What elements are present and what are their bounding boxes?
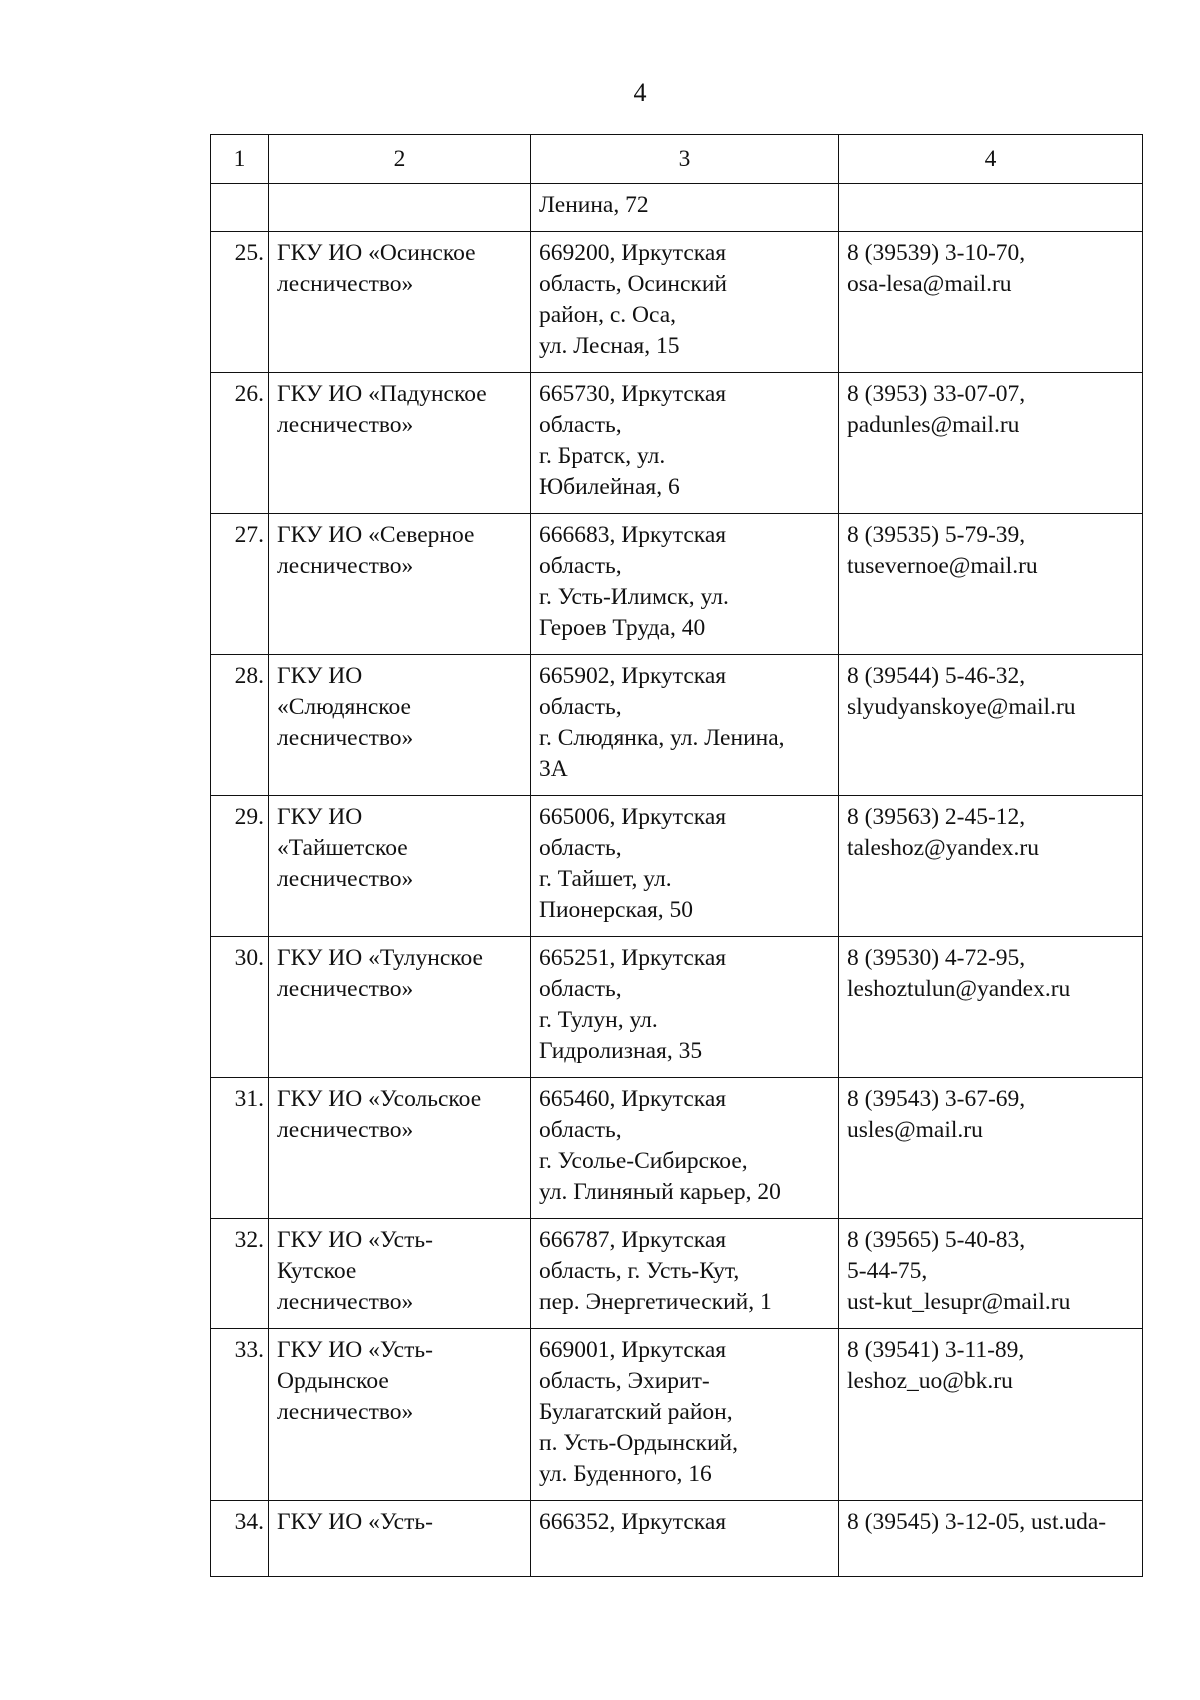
row-number: 33. — [211, 1329, 269, 1501]
forestry-name-line: ГКУ ИО — [277, 804, 363, 830]
forestry-contacts — [839, 1329, 1143, 1501]
row-number: 28. — [211, 655, 269, 796]
forestry-address-line: 3А — [539, 756, 568, 782]
table-body — [211, 184, 1143, 1577]
forestry-address-line: г. Тулун, ул. — [539, 1007, 658, 1033]
forestry-address-line: г. Слюдянка, ул. Ленина, — [539, 725, 785, 751]
forestry-name-line: лесничество» — [277, 553, 414, 579]
forestry-contacts-line: 8 (39545) 3-12-05, ust.uda- — [847, 1509, 1107, 1535]
forestry-contacts-line: 8 (39543) 3-67-69, — [847, 1086, 1026, 1112]
forestry-address-line: Ленина, 72 — [539, 192, 649, 218]
table-row — [211, 514, 1143, 655]
forestry-address-line: область, — [539, 412, 622, 438]
forestry-name-line: лесничество» — [277, 866, 414, 892]
forestry-address-line: 669001, Иркутская — [539, 1337, 727, 1363]
forestry-address-line: г. Тайшет, ул. — [539, 866, 672, 892]
forestry-contacts-line: padunles@mail.ru — [847, 412, 1020, 438]
forestry-address-line: пер. Энергетический, 1 — [539, 1289, 772, 1315]
forestry-address-line: Героев Труда, 40 — [539, 615, 706, 641]
forestry-contacts-line: 8 (39535) 5-79-39, — [847, 522, 1026, 548]
forestry-address-line: область, г. Усть-Кут, — [539, 1258, 740, 1284]
forestry-address-line: Пионерская, 50 — [539, 897, 694, 923]
forestry-name-line: ГКУ ИО «Тулунское — [277, 945, 483, 971]
forestry-address — [531, 937, 839, 1078]
table-row — [211, 655, 1143, 796]
forestry-name-line: ГКУ ИО «Северное — [277, 522, 475, 548]
forestry-address-line: область, Эхирит- — [539, 1368, 710, 1394]
table-row — [211, 1329, 1143, 1501]
forestry-address — [531, 1329, 839, 1501]
forestry-address-line: ул. Буденного, 16 — [539, 1461, 712, 1487]
forestry-contacts-line: 8 (39530) 4-72-95, — [847, 945, 1026, 971]
forestry-address-line: 665730, Иркутская — [539, 381, 727, 407]
forestry-address — [531, 1078, 839, 1219]
forestry-address-line: г. Усть-Илимск, ул. — [539, 584, 729, 610]
table-row — [211, 232, 1143, 373]
forestry-address-line: 665460, Иркутская — [539, 1086, 727, 1112]
forestry-contacts-line: 8 (39544) 5-46-32, — [847, 663, 1026, 689]
forestry-contacts-line: osa-lesa@mail.ru — [847, 271, 1012, 297]
forestry-name — [269, 1219, 531, 1329]
forestry-name — [269, 514, 531, 655]
forestry-address — [531, 232, 839, 373]
table-row — [211, 1078, 1143, 1219]
forestry-address — [531, 796, 839, 937]
forestry-contacts-line: 8 (3953) 33-07-07, — [847, 381, 1026, 407]
forestry-name — [269, 655, 531, 796]
page-number: 4 — [633, 78, 647, 107]
forestry-contacts-line: ust-kut_lesupr@mail.ru — [847, 1289, 1071, 1315]
forestry-contacts — [839, 937, 1143, 1078]
row-number: 26. — [211, 373, 269, 514]
forestry-address — [531, 1219, 839, 1329]
forestry-name — [269, 796, 531, 937]
forestry-contacts-line: 5-44-75, — [847, 1258, 928, 1284]
row-number: 25. — [211, 232, 269, 373]
forestry-name — [269, 373, 531, 514]
row-number: 31. — [211, 1078, 269, 1219]
forestry-name-line: лесничество» — [277, 271, 414, 297]
forestry-address-line: п. Усть-Ордынский, — [539, 1430, 738, 1456]
forestry-address-line: г. Усолье-Сибирское, — [539, 1148, 748, 1174]
forestry-address-line: область, — [539, 976, 622, 1002]
table-row — [211, 1501, 1143, 1577]
table-row — [211, 184, 1143, 232]
forestry-address-line: 665251, Иркутская — [539, 945, 727, 971]
row-number: 32. — [211, 1219, 269, 1329]
forestry-contacts — [839, 1501, 1143, 1577]
forestry-address-line: область, — [539, 553, 622, 579]
forestry-address-line: 666352, Иркутская — [539, 1509, 727, 1535]
column-header-2: 2 — [269, 135, 531, 184]
forestry-address-line: Гидролизная, 35 — [539, 1038, 703, 1064]
forestry-address — [531, 184, 839, 232]
forestry-contacts-line: taleshoz@yandex.ru — [847, 835, 1039, 861]
forestry-address — [531, 1501, 839, 1577]
forestry-contacts-line: leshoztulun@yandex.ru — [847, 976, 1071, 1002]
forestry-address-line: область, — [539, 1117, 622, 1143]
forestry-name-line: лесничество» — [277, 1399, 414, 1425]
forestry-contacts — [839, 373, 1143, 514]
forestry-address-line: 665006, Иркутская — [539, 804, 727, 830]
row-number: 27. — [211, 514, 269, 655]
column-header-3: 3 — [531, 135, 839, 184]
forestry-address-line: 665902, Иркутская — [539, 663, 727, 689]
table-row — [211, 1219, 1143, 1329]
forestry-address-line: Булагатский район, — [539, 1399, 733, 1425]
forestry-contacts-line: 8 (39563) 2-45-12, — [847, 804, 1026, 830]
row-number: 29. — [211, 796, 269, 937]
forestry-contacts-line: 8 (39539) 3-10-70, — [847, 240, 1026, 266]
forestry-name-line: лесничество» — [277, 1289, 414, 1315]
forestry-name-line: ГКУ ИО — [277, 663, 363, 689]
forestry-name-line: лесничество» — [277, 412, 414, 438]
forestry-address-line: Юбилейная, 6 — [539, 474, 680, 500]
forestry-name-line: ГКУ ИО «Осинское — [277, 240, 476, 266]
forestry-name-line: лесничество» — [277, 725, 414, 751]
forestry-address-line: область, — [539, 835, 622, 861]
forestry-contacts — [839, 655, 1143, 796]
forestry-address-line: 666787, Иркутская — [539, 1227, 727, 1253]
row-number: 30. — [211, 937, 269, 1078]
forestry-address-line: 669200, Иркутская — [539, 240, 727, 266]
forestry-name-line: ГКУ ИО «Усольское — [277, 1086, 482, 1112]
forestry-address-line: 666683, Иркутская — [539, 522, 727, 548]
forestry-address — [531, 514, 839, 655]
forestry-address-line: ул. Лесная, 15 — [539, 333, 680, 359]
forestry-contacts-line: tusevernoe@mail.ru — [847, 553, 1038, 579]
forestry-name-line: лесничество» — [277, 976, 414, 1002]
forestry-name — [269, 1501, 531, 1577]
table-row — [211, 373, 1143, 514]
forestry-contacts-line: usles@mail.ru — [847, 1117, 983, 1143]
forestry-address — [531, 373, 839, 514]
forestry-contacts — [839, 232, 1143, 373]
forestry-address-line: г. Братск, ул. — [539, 443, 666, 469]
forestry-contacts-line: 8 (39565) 5-40-83, — [847, 1227, 1026, 1253]
forestry-name-line: Ордынское — [277, 1368, 389, 1394]
forestry-name — [269, 184, 531, 232]
row-number: 34. — [211, 1501, 269, 1577]
forestry-name-line: ГКУ ИО «Усть- — [277, 1509, 433, 1535]
forestry-name-line: «Тайшетское — [277, 835, 408, 861]
forestry-name — [269, 1329, 531, 1501]
forestry-contacts — [839, 796, 1143, 937]
forestry-contacts — [839, 184, 1143, 232]
forestry-contacts — [839, 1078, 1143, 1219]
forestry-name-line: лесничество» — [277, 1117, 414, 1143]
forestry-contacts — [839, 514, 1143, 655]
forestry-registry-table — [210, 134, 1143, 1577]
forestry-contacts — [839, 1219, 1143, 1329]
forestry-name-line: Кутское — [277, 1258, 357, 1284]
table-row — [211, 796, 1143, 937]
forestry-address-line: область, — [539, 694, 622, 720]
forestry-name-line: «Слюдянское — [277, 694, 411, 720]
column-header-1: 1 — [211, 135, 269, 184]
table-row — [211, 937, 1143, 1078]
table-header-row — [211, 135, 1143, 184]
forestry-contacts-line: leshoz_uo@bk.ru — [847, 1368, 1013, 1394]
column-header-4: 4 — [839, 135, 1143, 184]
row-number — [211, 184, 269, 232]
forestry-address-line: ул. Глиняный карьер, 20 — [539, 1179, 781, 1205]
forestry-name-line: ГКУ ИО «Падунское — [277, 381, 487, 407]
forestry-name — [269, 937, 531, 1078]
forestry-name — [269, 232, 531, 373]
forestry-address — [531, 655, 839, 796]
forestry-contacts-line: 8 (39541) 3-11-89, — [847, 1337, 1025, 1363]
forestry-name-line: ГКУ ИО «Усть- — [277, 1227, 433, 1253]
forestry-name-line: ГКУ ИО «Усть- — [277, 1337, 433, 1363]
forestry-address-line: район, с. Оса, — [539, 302, 677, 328]
forestry-address-line: область, Осинский — [539, 271, 727, 297]
forestry-name — [269, 1078, 531, 1219]
forestry-contacts-line: slyudyanskoye@mail.ru — [847, 694, 1076, 720]
